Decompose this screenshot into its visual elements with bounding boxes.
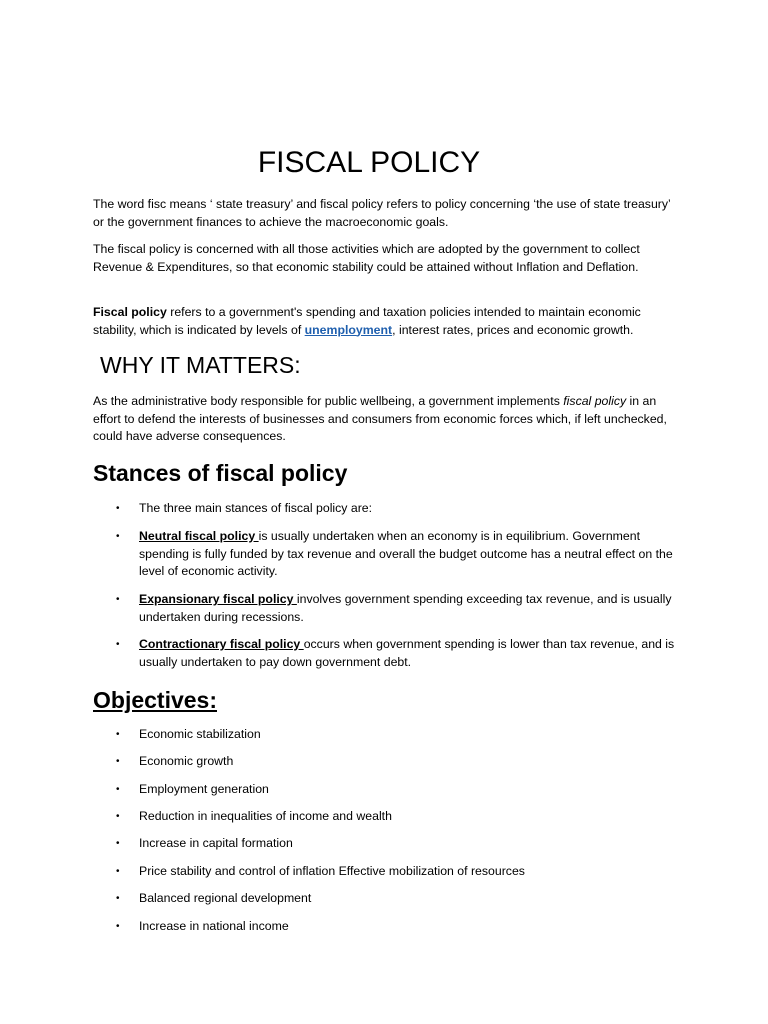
bullet-icon: •: [116, 866, 120, 877]
bullet-icon: •: [116, 756, 120, 767]
page-title: FISCAL POLICY: [257, 146, 481, 179]
definition-paragraph: [93, 304, 678, 339]
bullet-icon: •: [116, 784, 120, 795]
objective-text: Reduction in inequalities of income and wealth: [139, 809, 392, 823]
why-italic-term: fiscal policy: [563, 394, 627, 408]
objective-text: Economic growth: [139, 754, 234, 768]
definition-term: Fiscal policy: [93, 305, 167, 319]
why-text: As the administrative body responsible for public wellbeing, a government implements: [93, 394, 564, 408]
definition-text: refers to a government's spending and taxation policies intended to maintain economic stability, which is indicated by levels of: [93, 305, 641, 337]
objective-text: Price stability and control of inflation Effective mobilization of resources: [139, 864, 525, 878]
stances-intro: The three main stances of fiscal policy are:: [139, 501, 373, 515]
bullet-icon: •: [116, 893, 120, 904]
stance-text: is usually undertaken when an economy is in equilibrium. Government spending is fully funded by tax revenue and overall the budget outcome has a neutral effect on the level of economic activity.: [139, 529, 673, 578]
stance-term: Expansionary fiscal policy: [139, 592, 297, 606]
bullet-icon: •: [116, 729, 120, 740]
stances-heading: Stances of fiscal policy: [93, 460, 348, 486]
stance-term: Neutral fiscal policy: [139, 529, 259, 543]
bullet-icon: •: [116, 503, 120, 514]
objective-text: Increase in national income: [139, 919, 289, 933]
stance-text: occurs when government spending is lower than tax revenue, and is usually undertaken to pay down government debt.: [139, 637, 675, 669]
unemployment-link[interactable]: unemployment: [304, 322, 393, 337]
stance-term: Contractionary fiscal policy: [139, 637, 304, 651]
objectives-heading: Objectives:: [93, 687, 217, 713]
why-it-matters-heading: WHY IT MATTERS:: [100, 352, 301, 378]
objective-text: Balanced regional development: [139, 891, 312, 905]
stance-text: involves government spending exceeding tax revenue, and is usually undertaken during recessions.: [139, 592, 672, 624]
objective-text: Increase in capital formation: [139, 836, 293, 850]
intro-paragraph-1: The word fisc means ‘ state treasury’ and fiscal policy refers to policy concerning ‘the use of state treasury’ or the government finances to achieve the macroeconomic goals.: [93, 197, 671, 229]
intro-paragraph-2: The fiscal policy is concerned with all those activities which are adopted by the government to collect Revenue & Expenditures, so that economic stability could be attained without Inflation and Deflation.: [93, 242, 640, 274]
definition-text-end: , interest rates, prices and economic growth.: [392, 322, 634, 337]
why-text-end: in an effort to defend the interests of businesses and consumers from economic forces which, if left unchecked, could have adverse consequences.: [93, 394, 667, 443]
bullet-icon: •: [116, 921, 120, 932]
bullet-icon: •: [116, 531, 120, 542]
bullet-icon: •: [116, 594, 120, 605]
objective-text: Economic stabilization: [139, 727, 261, 741]
why-paragraph: [93, 393, 678, 446]
bullet-icon: •: [116, 811, 120, 822]
bullet-icon: •: [116, 639, 120, 650]
bullet-icon: •: [116, 838, 120, 849]
objective-text: Employment generation: [139, 782, 269, 796]
